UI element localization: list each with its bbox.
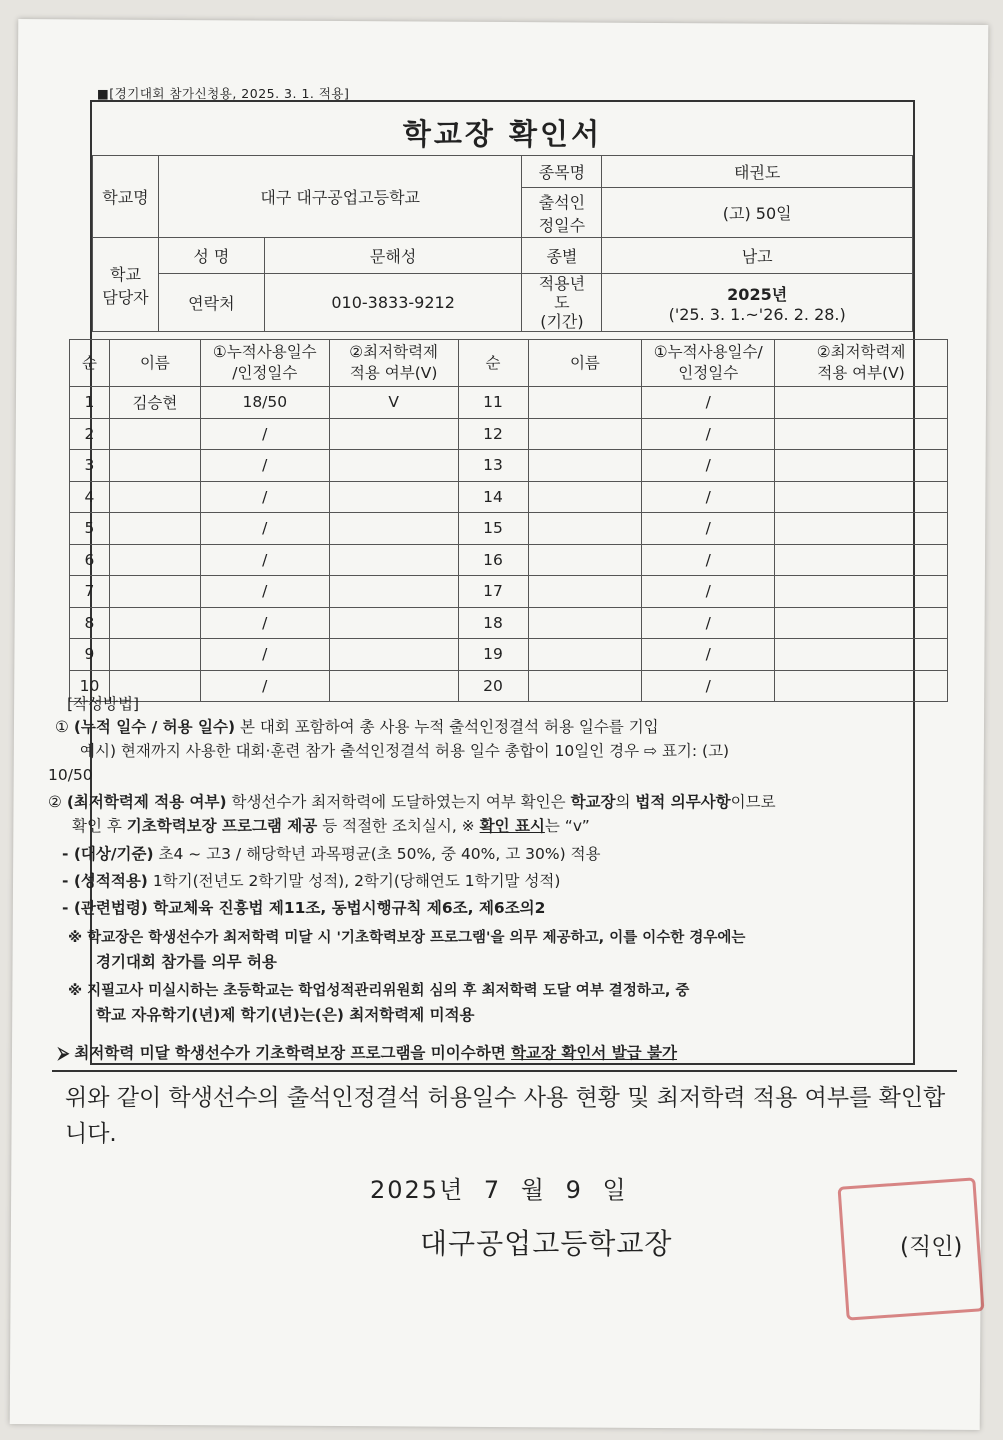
event-value: 태권도 [602, 156, 913, 188]
header-days: ①누적사용일수 /인정일수 [200, 340, 329, 387]
closing-statement: 위와 같이 학생선수의 출석인정결석 허용일수 사용 현황 및 최저학력 적용 여부를 확인합니다. [65, 1085, 946, 1147]
row-name: 김승현 [109, 387, 200, 419]
row-min [329, 607, 458, 639]
header-min: ②최저학력제 적용 여부(V) [329, 340, 458, 387]
closing-divider [52, 1070, 957, 1072]
row-name [528, 481, 642, 513]
manager-label: 학교 담당자 [93, 238, 159, 332]
header-name: 이름 [109, 340, 200, 387]
row-days: / [200, 481, 329, 513]
row-name [528, 576, 642, 608]
row-min [775, 387, 948, 419]
gender-label: 종별 [522, 238, 602, 274]
row-days: / [642, 607, 775, 639]
row-name [528, 418, 642, 450]
row-name [109, 607, 200, 639]
table-row [70, 418, 948, 450]
row-name [528, 513, 642, 545]
row-name [109, 544, 200, 576]
year-label: 적용년 도 (기간) [522, 274, 602, 332]
row-min [775, 639, 948, 671]
row-number: 9 [70, 639, 110, 671]
row-days: / [642, 670, 775, 702]
header-no-right: 순 [458, 340, 528, 387]
row-min [775, 513, 948, 545]
row-name [109, 513, 200, 545]
note-1-example: 예시) 현재까지 사용한 대회·훈련 참가 출석인정결석 허용 일수 총합이 10일인 경우 ⇨ 표기: (고) [80, 742, 730, 760]
row-days: / [642, 544, 775, 576]
contact-label: 연락처 [158, 274, 264, 332]
note-2: ② (최저학력제 적용 여부) 학생선수가 최저학력에 도달하였는지 여부 확인은 학교장의 법적 의무사항이므로 [48, 793, 776, 811]
table-row [70, 450, 948, 482]
row-number: 6 [70, 544, 110, 576]
row-days: / [642, 576, 775, 608]
row-min [775, 481, 948, 513]
row-days: 18/50 [200, 387, 329, 419]
row-number: 18 [458, 607, 528, 639]
row-name [109, 639, 200, 671]
contact-value: 010-3833-9212 [264, 274, 522, 332]
row-number: 4 [70, 481, 110, 513]
row-number: 10 [70, 670, 110, 702]
table-row [70, 576, 948, 608]
row-number: 11 [458, 387, 528, 419]
row-name [528, 639, 642, 671]
document-title: 학교장 확인서 [402, 117, 603, 151]
row-min [775, 607, 948, 639]
row-min [329, 450, 458, 482]
row-number: 19 [458, 639, 528, 671]
row-min [329, 513, 458, 545]
note-grade: - (성적적용) 1학기(전년도 2학기말 성적), 2학기(당해연도 1학기말 성적) [62, 872, 561, 890]
school-value: 대구 대구공업고등학교 [158, 156, 522, 238]
table-row [70, 607, 948, 639]
note-law: - (관련법령) 학교체육 진흥법 제11조, 동법시행규칙 제6조, 제6조의2 [62, 899, 546, 917]
name-label: 성 명 [158, 238, 264, 274]
row-days: / [642, 513, 775, 545]
row-name [528, 450, 642, 482]
row-number: 12 [458, 418, 528, 450]
school-label: 학교명 [93, 156, 159, 238]
note-6: ※ 학교장은 학생선수가 최저학력 미달 시 '기초학력보장 프로그램'을 의무 제공하고, 이를 이수한 경우에는 [68, 930, 746, 946]
row-name [109, 481, 200, 513]
row-min [775, 576, 948, 608]
row-number: 8 [70, 607, 110, 639]
row-min [329, 670, 458, 702]
row-number: 1 [70, 387, 110, 419]
row-number: 17 [458, 576, 528, 608]
certificate-frame [48, 100, 915, 1065]
header-no: 순 [70, 340, 110, 387]
row-days: / [642, 418, 775, 450]
row-days: / [200, 450, 329, 482]
table-row [70, 481, 948, 513]
row-name [109, 418, 200, 450]
arrow-icon: ⮚ [58, 1044, 70, 1062]
row-days: / [642, 481, 775, 513]
row-min [329, 639, 458, 671]
days-value: (고) 50일 [602, 188, 913, 238]
table-row [70, 387, 948, 419]
row-name [109, 450, 200, 482]
row-days: / [200, 513, 329, 545]
name-value: 문해성 [264, 238, 522, 274]
row-number: 7 [70, 576, 110, 608]
row-min [329, 544, 458, 576]
row-number: 16 [458, 544, 528, 576]
row-days: / [200, 418, 329, 450]
row-number: 13 [458, 450, 528, 482]
row-min [775, 670, 948, 702]
row-name [528, 607, 642, 639]
row-days: / [200, 544, 329, 576]
issue-date: 2025년 7 월 9 일 [370, 1176, 628, 1204]
row-days: / [200, 576, 329, 608]
note-7-line2: 학교 자유학기(년)제 학기(년)는(은) 최저학력제 미적용 [96, 1006, 475, 1024]
header-days-right: ①누적사용일수/ 인정일수 [642, 340, 775, 387]
table-row [70, 639, 948, 671]
note-7: ※ 지필고사 미실시하는 초등학교는 학업성적관리위원회 심의 후 최저학력 도달 여부 결정하고, 중 [68, 983, 690, 999]
row-days: / [642, 450, 775, 482]
row-days: / [642, 387, 775, 419]
notes-heading: [작성방법] [67, 695, 139, 713]
row-number: 14 [458, 481, 528, 513]
note-1: ① (누적 일수 / 허용 일수) 본 대회 포함하여 총 사용 누적 출석인정결석 허용 일수를 기입 [55, 718, 659, 736]
row-number: 15 [458, 513, 528, 545]
row-min [329, 481, 458, 513]
table-row [70, 513, 948, 545]
row-min [775, 544, 948, 576]
row-days: / [642, 639, 775, 671]
info-table [92, 155, 913, 332]
row-min [775, 418, 948, 450]
header-name-right: 이름 [528, 340, 642, 387]
principal-name: 대구공업고등학교장 [420, 1227, 673, 1260]
note-6-line2: 경기대회 참가를 의무 허용 [96, 953, 277, 971]
row-min [329, 576, 458, 608]
row-days: / [200, 607, 329, 639]
note-8: ⮚ 최저학력 미달 학생선수가 기초학력보장 프로그램을 미이수하면 학교장 확인서 발급 불가 [58, 1044, 677, 1062]
row-name [528, 544, 642, 576]
note-2-line2: 확인 후 기초학력보장 프로그램 제공 등 적절한 조치실시, ※ 확인 표시는 “v” [72, 817, 590, 835]
row-min [775, 450, 948, 482]
row-min [329, 418, 458, 450]
row-min: V [329, 387, 458, 419]
event-label: 종목명 [522, 156, 602, 188]
row-number: 5 [70, 513, 110, 545]
attendance-table [69, 339, 948, 702]
gender-value: 남고 [602, 238, 913, 274]
row-name [528, 387, 642, 419]
row-number: 3 [70, 450, 110, 482]
note-1-example-cont: 10/50 [48, 766, 93, 784]
row-name [528, 670, 642, 702]
year-value: 2025년 ('25. 3. 1.~'26. 2. 28.) [602, 274, 913, 332]
table-row [70, 544, 948, 576]
row-days: / [200, 639, 329, 671]
note-target: - (대상/기준) 초4 ~ 고3 / 해당학년 과목평균(초 50%, 중 40%, 고 30%) 적용 [62, 845, 601, 863]
row-number: 20 [458, 670, 528, 702]
row-days: / [200, 670, 329, 702]
seal-mark: (직인) [900, 1234, 963, 1260]
row-name [109, 576, 200, 608]
days-label: 출석인 정일수 [522, 188, 602, 238]
table-row [70, 670, 948, 702]
header-min-right: ②최저학력제 적용 여부(V) [775, 340, 948, 387]
row-number: 2 [70, 418, 110, 450]
form-tag: ■[경기대회 참가신청용, 2025. 3. 1. 적용] [97, 86, 350, 101]
